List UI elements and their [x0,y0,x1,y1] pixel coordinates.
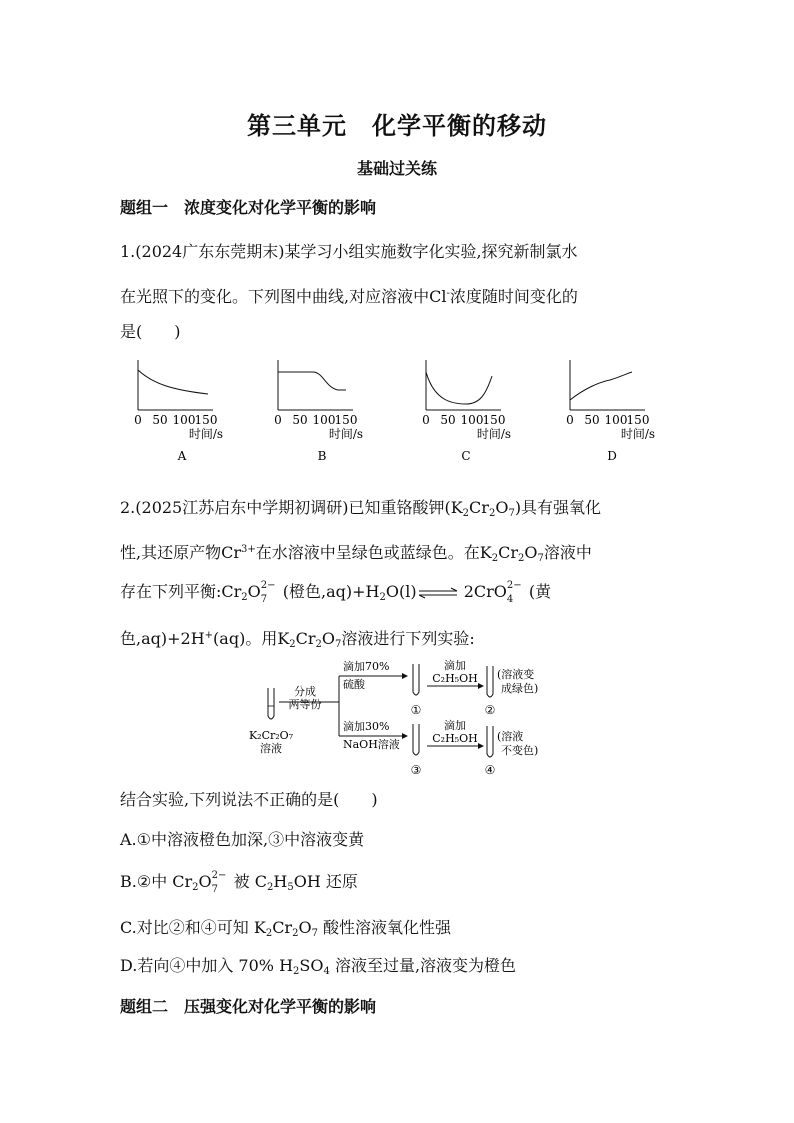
q2-option-b[interactable]: B.②中 $Cr_2O$ 2− 7 被 $C_2H_5OH$ 还原 [120,870,358,895]
chart-d[interactable] [566,360,655,463]
tube-number-2: ② [484,703,496,717]
bottom-result-2: 不变色) [501,744,539,757]
group-title-2: 题组二 压强变化对化学平衡的影响 [120,997,377,1016]
ion-charge-3: 2− 7 [211,870,227,895]
q2-line-4: 色,aq)+2H+(aq)。用$K_2Cr_2O_7$溶液进行下列实验: [120,629,475,650]
chart-a-tick-100: 100 [172,413,196,427]
chart-d-curve [570,372,632,400]
chart-b-tick-100: 100 [312,413,336,427]
chart-d-xlabel: 时间/s [620,427,656,441]
chart-a-tick-150: 150 [194,413,218,427]
tube-number-1: ① [410,703,422,717]
q1-line-3: 是( ) [120,322,181,341]
chart-b-tick-0: 0 [274,413,282,427]
page-title: 第三单元 化学平衡的移动 [247,112,547,140]
bottom-reagent-2: NaOH溶液 [343,738,400,751]
q2-stem: 结合实验,下列说法不正确的是( ) [120,790,378,809]
chart-c-curve [426,372,492,404]
chart-c-tick-50: 50 [440,413,456,427]
chart-d-tick-0: 0 [566,413,574,427]
q2-option-d[interactable]: D.若向④中加入 70% $H_2SO_4$ 溶液至过量,溶液变为橙色 [120,956,517,977]
test-tube-1-icon [413,664,419,695]
section-subtitle: 基础过关练 [356,159,437,178]
chart-b-xlabel: 时间/s [328,427,364,441]
group-title-1: 题组一 浓度变化对化学平衡的影响 [120,198,377,217]
start-solution-label: 溶液 [260,742,282,755]
tube-number-4: ④ [484,763,496,777]
ion-charge-1: 2− 7 [260,580,276,605]
q2-line-2: 性,其还原产物$Cr^{3+}$在水溶液中呈绿色或蓝绿色。在$K_2Cr_2O_7$溶液中 [120,543,592,564]
experiment-diagram [248,656,555,781]
chart-c-label: C [461,449,471,463]
top-reagent-2: 硫酸 [343,678,365,691]
split-label-1: 分成 [294,685,316,698]
top-ethanol-2: C₂H₅OH [432,672,478,685]
test-tube-3-icon [413,724,419,755]
bottom-ethanol-2: C₂H₅OH [432,732,478,745]
chart-a-tick-50: 50 [152,413,168,427]
equilibrium-arrow-icon [417,587,459,599]
chart-c-xlabel: 时间/s [476,427,512,441]
chart-a-label: A [177,449,187,463]
bottom-ethanol-1: 滴加 [444,719,466,732]
chart-a-xlabel: 时间/s [188,427,224,441]
chart-c-tick-100: 100 [460,413,484,427]
q1-option-charts [118,352,678,467]
chart-d-tick-50: 50 [584,413,600,427]
q2-option-a[interactable]: A.①中溶液橙色加深,③中溶液变黄 [120,830,365,849]
chart-b-tick-50: 50 [292,413,308,427]
chart-d-tick-100: 100 [604,413,628,427]
chart-d-tick-150: 150 [626,413,650,427]
chart-a-curve [138,370,208,394]
chart-a[interactable] [134,360,223,463]
chart-b-tick-150: 150 [334,413,358,427]
top-reagent-1: 滴加70% [343,660,390,673]
ion-charge-2: 2− 4 [506,580,522,605]
q1-line-1: 1.(2024广东东莞期末)某学习小组实施数字化实验,探究新制氯水 [120,242,578,261]
top-result-2: 成绿色) [501,682,539,695]
chart-b-label: B [317,449,327,463]
split-label-2: 两等份 [288,698,322,711]
bottom-result-1: (溶液 [497,730,524,743]
tube-number-3: ③ [410,763,422,777]
q2-option-c[interactable]: C.对比②和④可知 $K_2Cr_2O_7$ 酸性溶液氧化性强 [120,918,452,939]
chart-b-curve [278,372,346,390]
test-tube-2-icon [487,666,493,697]
test-tube-start-icon [268,688,274,719]
q2-line-3: 存在下列平衡$:Cr_2O$ 2− 7 (橙色$,aq)+H_2O(l)$ 2CrO 2− 4 (黄 [120,580,552,605]
top-ethanol-1: 滴加 [444,659,466,672]
bottom-reagent-1: 滴加30% [343,720,390,733]
chart-a-tick-0: 0 [134,413,142,427]
test-tube-4-icon [487,726,493,757]
chart-c-tick-150: 150 [482,413,506,427]
start-solution-formula: K₂Cr₂O₇ [248,729,294,742]
chart-b[interactable] [274,360,363,463]
chart-c-tick-0: 0 [422,413,430,427]
top-result-1: (溶液变 [497,668,535,681]
q2-line-1: 2.(2025江苏启东中学期初调研)已知重铬酸钾$(K_2Cr_2O_7)$具有强氧化 [120,498,602,519]
chart-c[interactable] [422,360,511,463]
chart-d-label: D [607,449,617,463]
q1-line-2: 在光照下的变化。下列图中曲线,对应溶液中Cl-浓度随时间变化的 [120,287,578,306]
